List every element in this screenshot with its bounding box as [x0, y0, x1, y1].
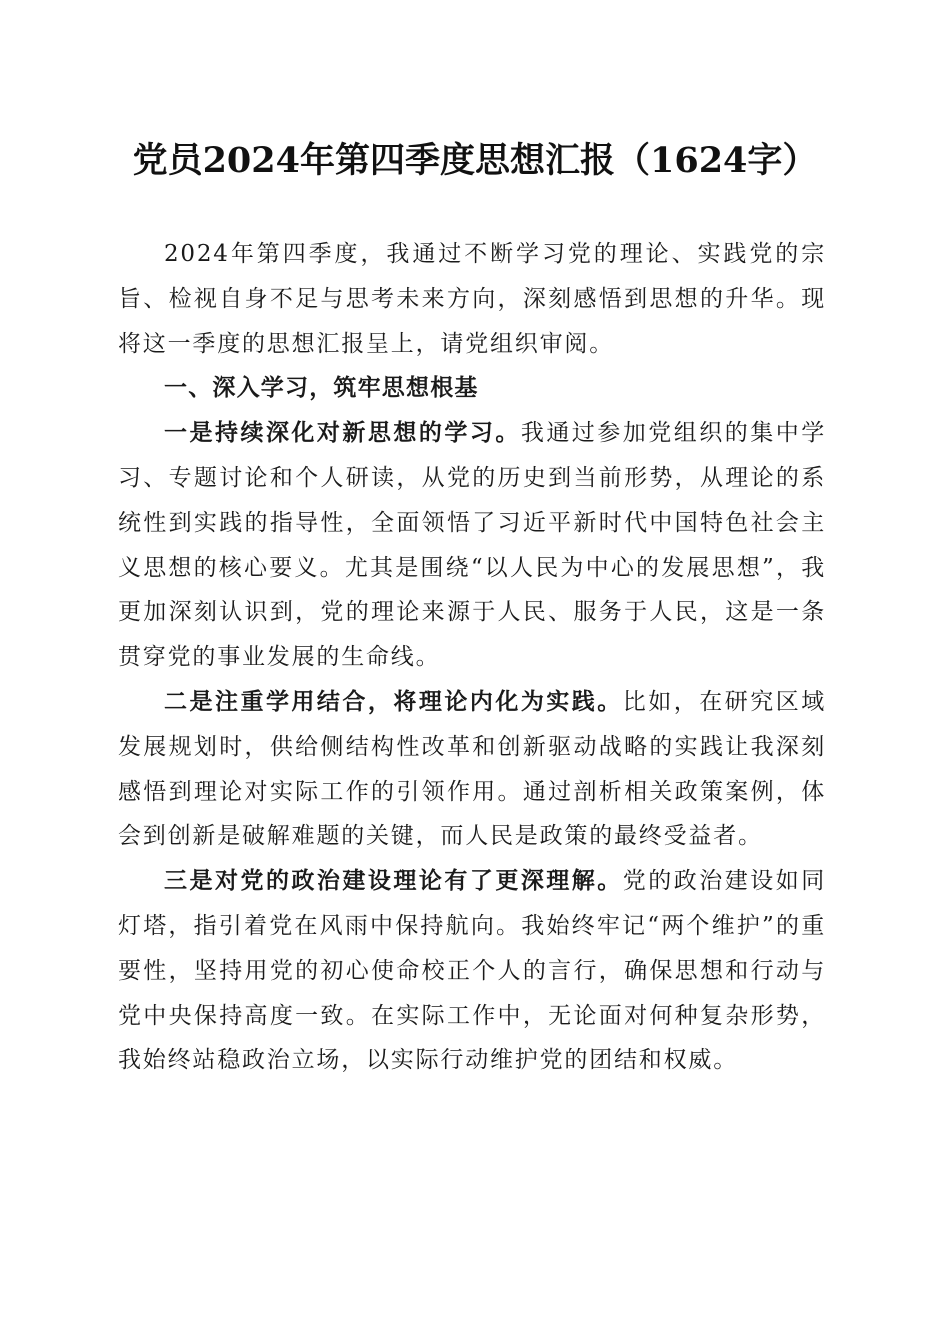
paragraph-2-text: 比如，在研究区域发展规划时，供给侧结构性改革和创新驱动战略的实践让我深刻感悟到理论对实际工作的引领作用。通过剖析相关政策案例，体会到创新是破解难题的关键，而人民是政策的最终受益者。 [118, 688, 826, 850]
section-heading-1: 一、深入学习，筑牢思想根基 [164, 375, 479, 402]
document-title: 党员2024年第四季度思想汇报（1624字） [132, 140, 818, 181]
intro-paragraph: 2024年第四季度，我通过不断学习党的理论、实践党的宗旨、检视自身不足与思考未来方向，深刻感悟到思想的升华。现将这一季度的思想汇报呈上，请党组织审阅。 [118, 241, 826, 357]
paragraph-1 [118, 411, 826, 680]
paragraph-3 [118, 859, 826, 1083]
paragraph-2-lead: 二是注重学用结合，将理论内化为实践。 [164, 687, 623, 715]
document-body [118, 232, 826, 1083]
paragraph-2 [118, 680, 826, 859]
paragraph-1-lead: 一是持续深化对新思想的学习。 [164, 419, 521, 447]
paragraph-3-lead: 三是对党的政治建设理论有了更深理解。 [164, 867, 623, 895]
paragraph-3-text: 党的政治建设如同灯塔，指引着党在风雨中保持航向。我始终牢记“两个维护”的重要性，坚持用党的初心使命校正个人的言行，确保思想和行动与党中央保持高度一致。在实际工作中，无论面对何种复杂形势，我始终站稳政治立场，以实际行动维护党的团结和权威。 [118, 868, 826, 1074]
paragraph-1-text: 我通过参加党组织的集中学习、专题讨论和个人研读，从党的历史到当前形势，从理论的系统性到实践的指导性，全面领悟了习近平新时代中国特色社会主义思想的核心要义。尤其是围绕“以人民为中心的发展思想”，我更加深刻认识到，党的理论来源于人民、服务于人民，这是一条贯穿党的事业发展的生命线。 [118, 420, 826, 671]
